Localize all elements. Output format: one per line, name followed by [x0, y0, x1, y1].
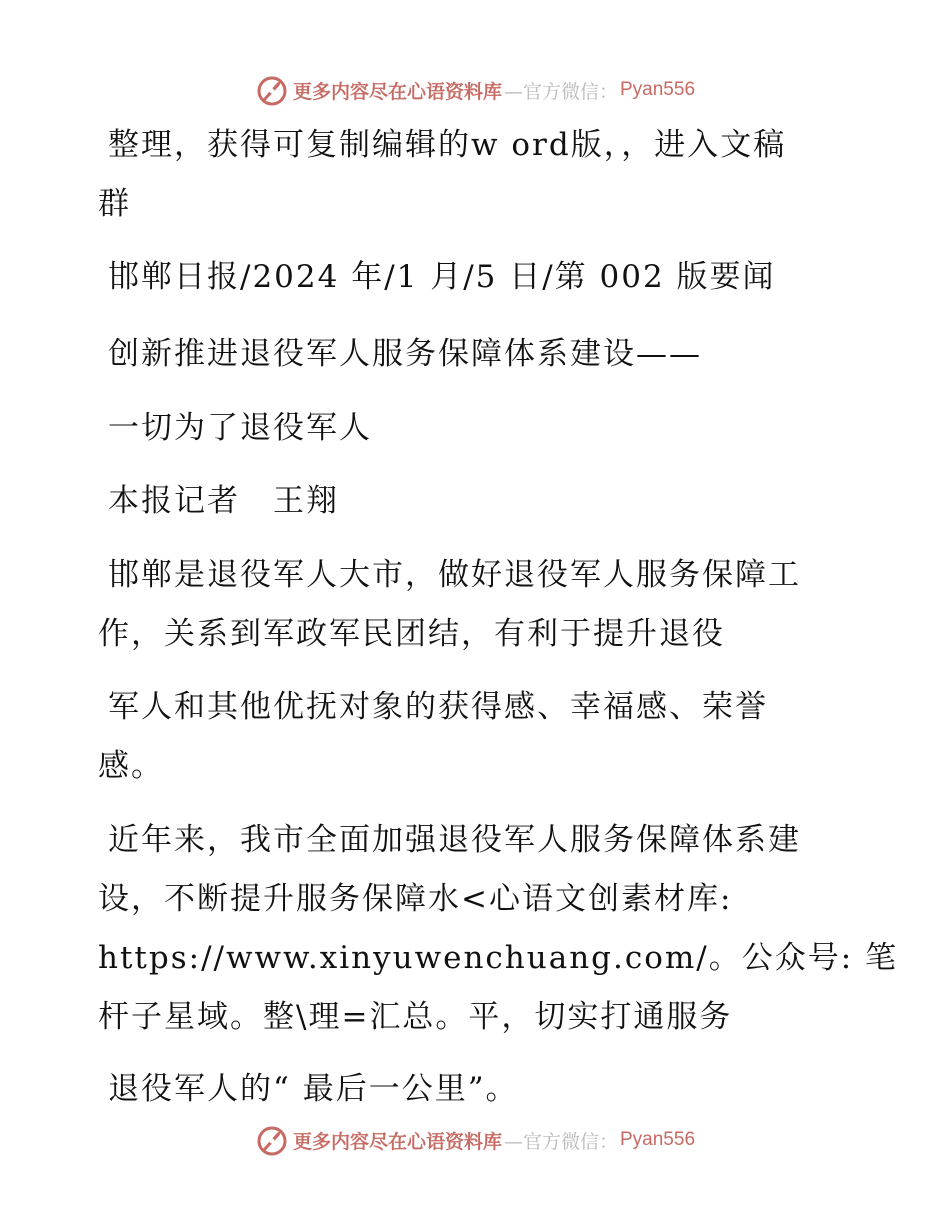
- pen-nib-logo-icon: [255, 1123, 289, 1157]
- doc-line-para3b: 设，不断提升服务保障水<心语文创素材库:: [98, 881, 733, 917]
- doc-line-intro: 整理，获得可复制编辑的w ord版，，进入文稿: [108, 127, 787, 163]
- doc-line-para4: 退役军人的“ 最后一公里”。: [108, 1071, 519, 1107]
- doc-line-para1b: 作，关系到军政军民团结，有利于提升退役: [98, 616, 725, 652]
- doc-line-para2b: 感。: [98, 748, 164, 784]
- doc-line-para3c: https://www.xinyuwenchuang.com/。公众号: 笔: [98, 940, 899, 976]
- pen-nib-logo-icon: [255, 73, 289, 107]
- doc-line-para3d: 杆子星域。整\理=汇总。平，切实打通服务: [98, 999, 733, 1035]
- doc-line-headline: 创新推进退役军人服务保障体系建设——: [108, 336, 702, 372]
- doc-line-para3a: 近年来，我市全面加强退役军人服务保障体系建: [108, 822, 801, 858]
- watermark-wechat-id: Pyan556: [620, 1129, 696, 1150]
- doc-line-source: 邯郸日报/2024 年/1 月/5 日/第 002 版要闻: [108, 259, 776, 295]
- watermark-separator: —官方微信：: [503, 80, 618, 103]
- watermark-wechat-id: Pyan556: [620, 79, 696, 100]
- doc-line-intro-cont: 群: [98, 186, 131, 222]
- doc-line-para2a: 军人和其他优抚对象的获得感、幸福感、荣誉: [108, 689, 768, 725]
- doc-line-para1a: 邯郸是退役军人大市，做好退役军人服务保障工: [108, 557, 801, 593]
- footer-watermark: [0, 1120, 950, 1160]
- header-watermark: [0, 70, 950, 110]
- doc-line-byline: 本报记者 王翔: [108, 483, 339, 519]
- watermark-brand-text: 更多内容尽在心语资料库: [292, 80, 502, 103]
- watermark-brand-text: 更多内容尽在心语资料库: [292, 1130, 502, 1153]
- watermark-separator: —官方微信：: [503, 1130, 618, 1153]
- doc-line-subheadline: 一切为了退役军人: [108, 410, 372, 446]
